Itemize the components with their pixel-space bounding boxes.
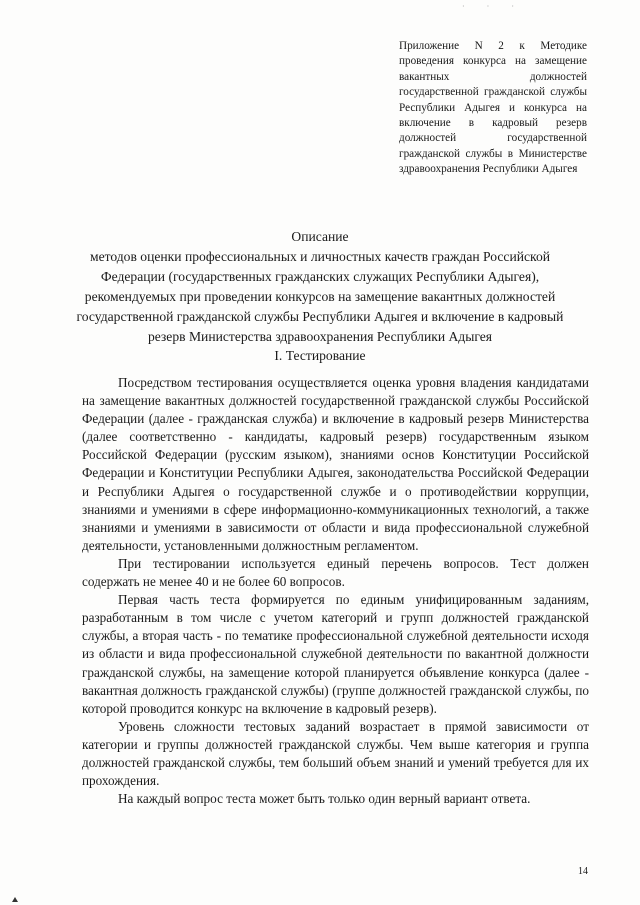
paragraph: На каждый вопрос теста может быть только один верный вариант ответа. xyxy=(118,791,531,807)
scan-artifact-mark xyxy=(12,897,18,902)
appendix-note: Приложение N 2 к Методике проведения конкурса на замещение вакантных должностей государственной гражданской службы Республики Адыгея и конкурса на включение в кадровый резерв должностей государственной гражданской службы в Министерстве здравоохранения Республики Адыгея xyxy=(399,40,587,176)
page-number: 14 xyxy=(578,866,588,877)
paragraph: При тестировании используется единый перечень вопросов. Тест должен содержать не менее 40 и не более 60 вопросов. xyxy=(82,555,589,590)
paragraph: Уровень сложности тестовых заданий возрастает в прямой зависимости от категории и группы должностей гражданской службы. Чем выше категория и группа должностей гражданской службы, тем больший объем знаний и умений требуется для их прохождения. xyxy=(82,718,589,789)
body-text xyxy=(82,374,589,808)
paragraph: Посредством тестирования осуществляется оценка уровня владения кандидатами на замещение вакантных должностей государственной гражданской службы Российской Федерации (далее - гражданская служба) и включение в кадровый резерв Министерства (далее соответственно - кандидаты, кадровый резерв) государственным языком Российской Федерации (русским языком), знаниями основ Конституции Российской Федерации и Конституции Республики Адыгея, законодательства Российской Федерации и Республики Адыгея о государственной службе и о противодействии коррупции, знаниями и умениями в сфере информационно-коммуникационных технологий, а также знаниями и умениями в зависимости от области и вида профессиональной служебной деятельности, установленными должностным регламентом. xyxy=(82,375,589,553)
scan-artifact: · · · xyxy=(462,2,524,11)
title-main: Описание xyxy=(291,229,349,244)
section-heading: I. Тестирование xyxy=(274,348,366,363)
title-subtitle: методов оценки профессиональных и личностных качеств граждан Российской Федерации (государственных гражданских служащих Республики Адыгея), рекомендуемых при проведении конкурсов на замещение вакантных должностей государственной гражданской службы Республики Адыгея и включение в кадровый резерв Министерства здравоохранения Республики Адыгея xyxy=(76,249,564,344)
document-title xyxy=(60,227,580,347)
paragraph: Первая часть теста формируется по единым унифицированным заданиям, разработанным в том числе с учетом категорий и групп должностей гражданской службы, а вторая часть - по тематике профессиональной служебной деятельности исходя из области и вида профессиональной служебной деятельности по вакантной должности гражданской службы, на замещение которой планируется объявление конкурса (далее - вакантная должность гражданской службы) (группе должностей гражданской службы, по которой проводится конкурс на включение в кадровый резерв). xyxy=(82,592,589,716)
